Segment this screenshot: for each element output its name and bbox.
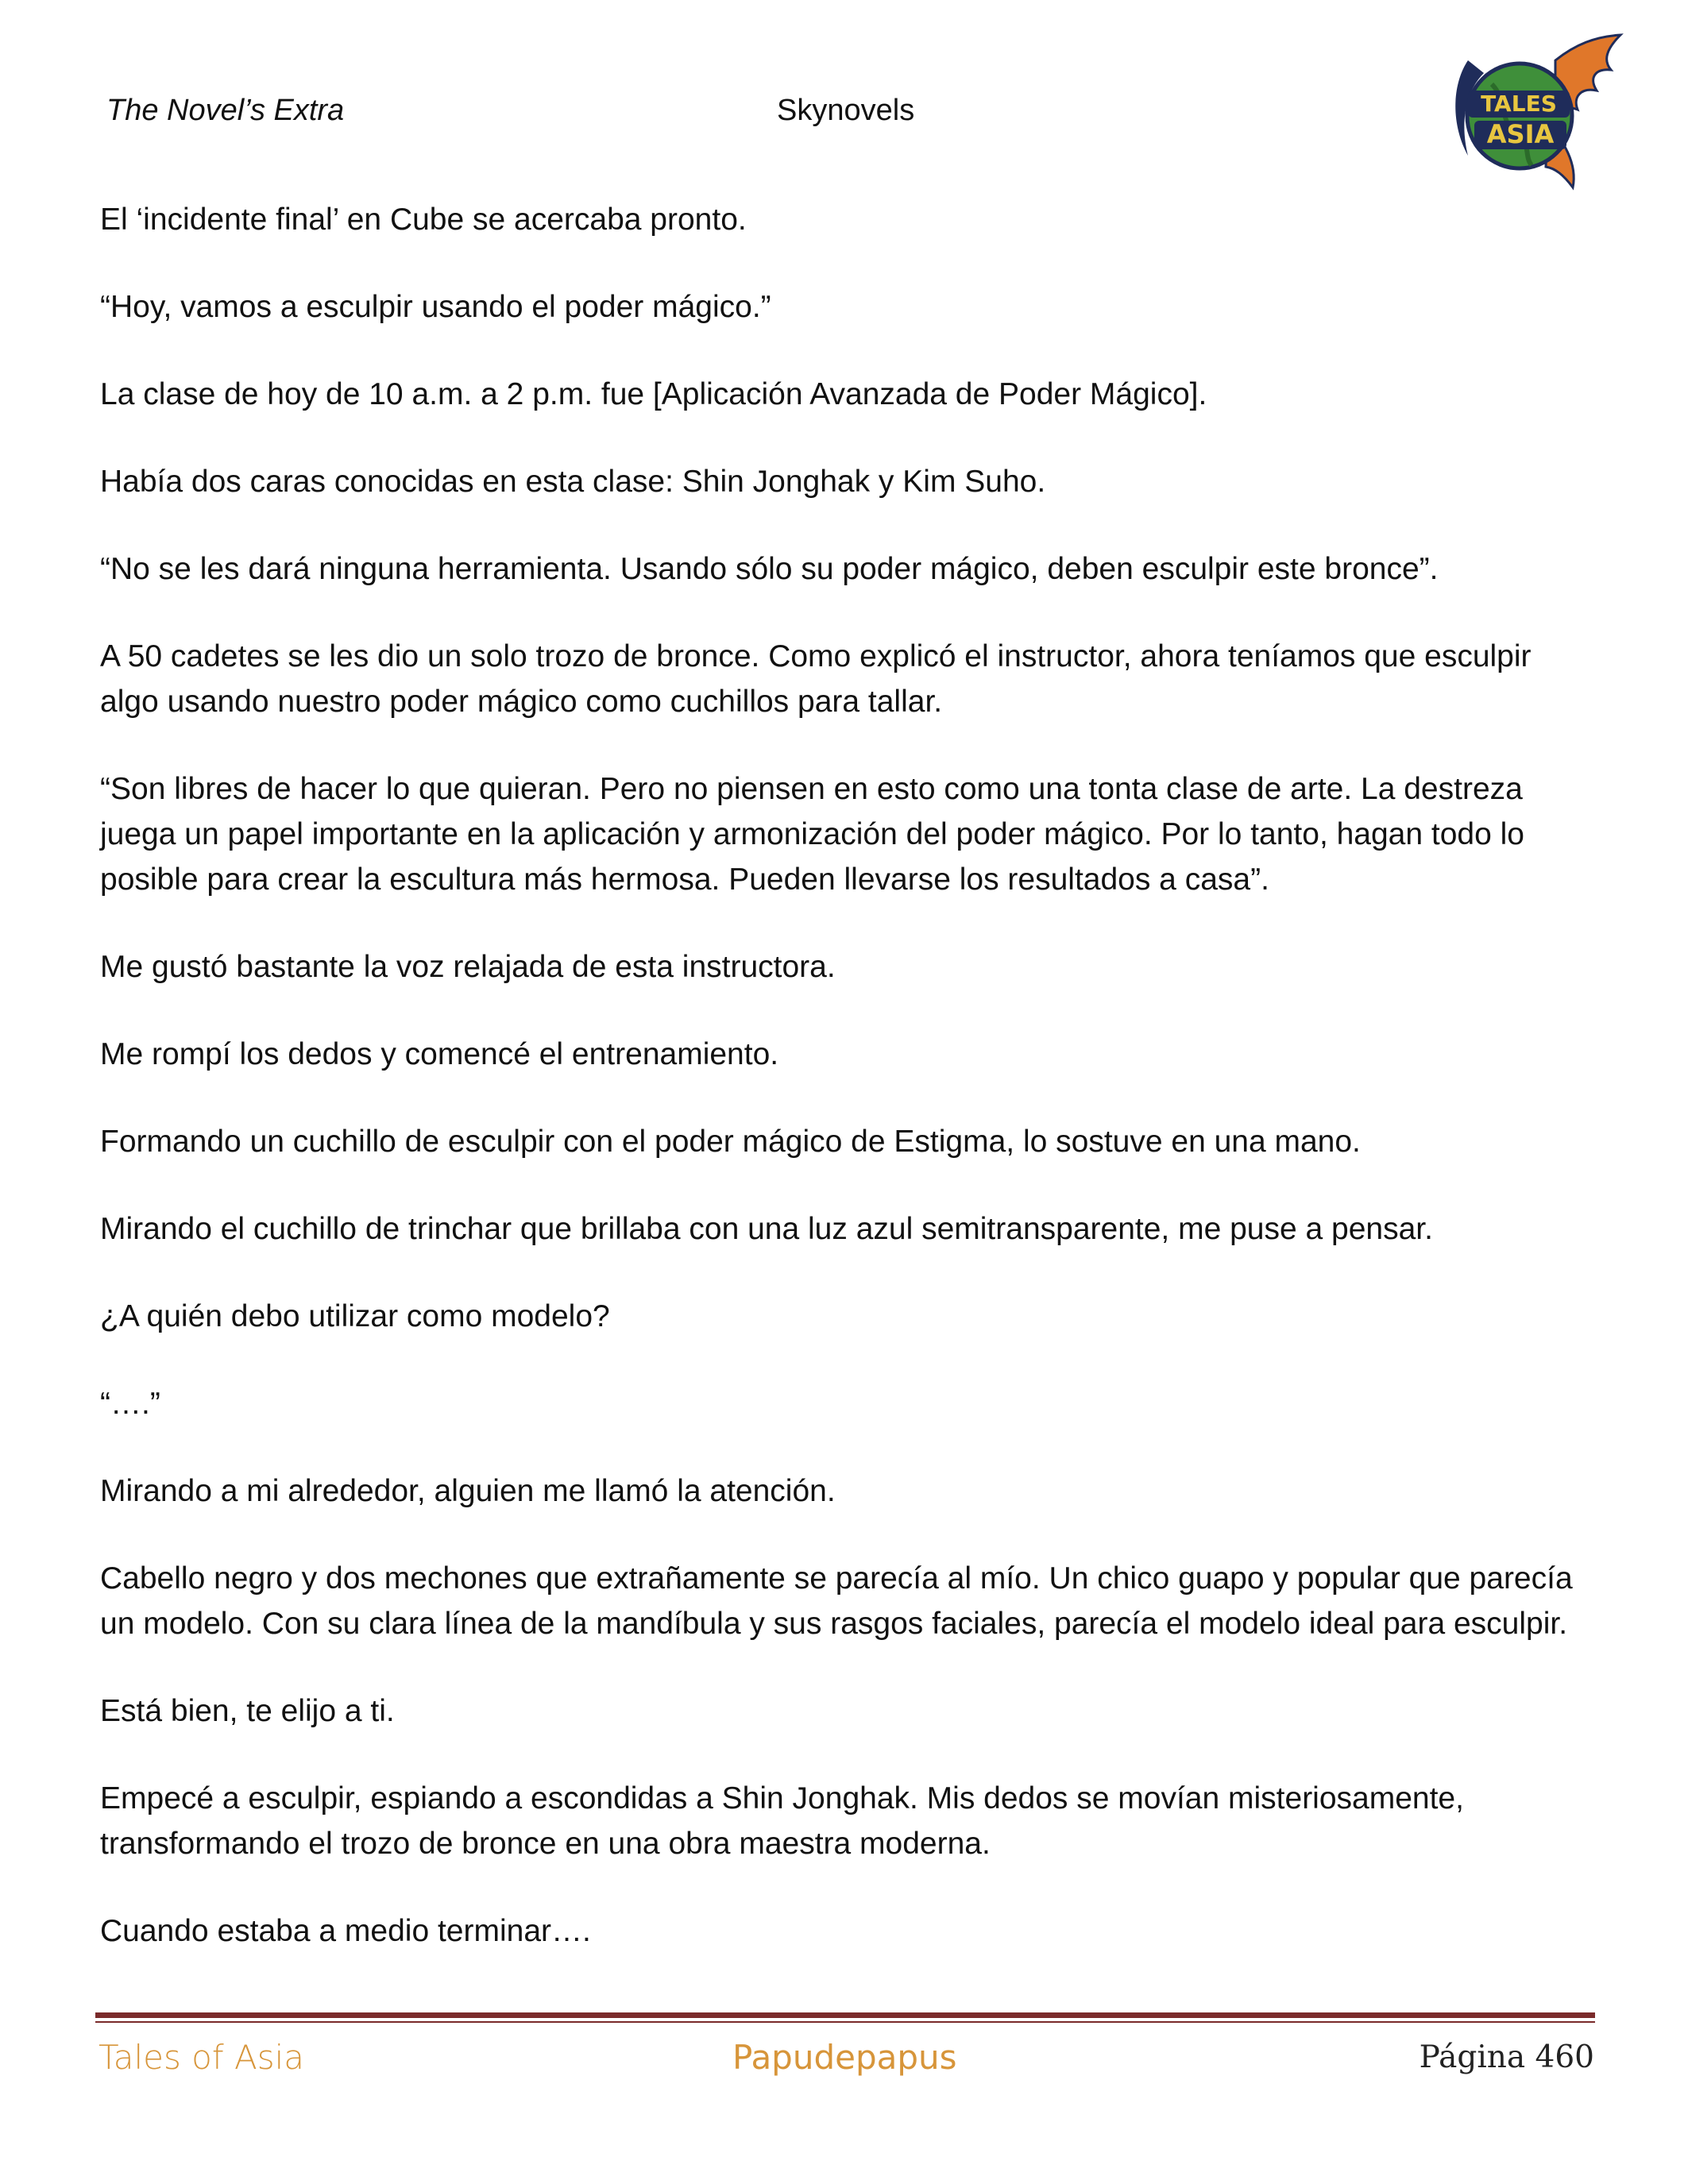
footer-divider [95, 2012, 1595, 2023]
paragraph: Cabello negro y dos mechones que extrañamente se parecía al mío. Un chico guapo y popular que parecía un modelo. Con su clara línea de la mandíbula y sus rasgos faciales, parecía el modelo ideal para esculpir. [100, 1561, 1573, 1641]
paragraph: Mirando a mi alrededor, alguien me llamó la atención. [100, 1474, 836, 1508]
paragraph: ¿A quién debo utilizar como modelo? [100, 1299, 610, 1333]
paragraph: Mirando el cuchillo de trinchar que brillaba con una luz azul semitransparente, me puse a pensar. [100, 1212, 1433, 1246]
paragraph: Empecé a esculpir, espiando a escondidas a Shin Jonghak. Mis dedos se movían misteriosamente, transformando el trozo de bronce en una obra maestra moderna. [100, 1781, 1464, 1861]
paragraph: Había dos caras conocidas en esta clase: Shin Jonghak y Kim Suho. [100, 465, 1046, 499]
chapter-body [100, 197, 1593, 1996]
header-site-name: Skynovels [777, 94, 915, 127]
footer-group-name: Tales of Asia [98, 2038, 305, 2077]
paragraph: “Hoy, vamos a esculpir usando el poder mágico.” [100, 290, 771, 324]
paragraph: Está bien, te elijo a ti. [100, 1694, 395, 1728]
logo-text-bottom: ASIA [1486, 119, 1555, 149]
paragraph: “….” [100, 1387, 160, 1421]
page-number: Página 460 [1419, 2039, 1594, 2075]
logo-text-top: TALES [1481, 91, 1557, 117]
paragraph: Formando un cuchillo de esculpir con el poder mágico de Estigma, lo sostuve en una mano. [100, 1125, 1361, 1159]
paragraph: El ‘incidente final’ en Cube se acercaba pronto. [100, 203, 747, 237]
paragraph: Me gustó bastante la voz relajada de esta instructora. [100, 950, 836, 984]
paragraph: Me rompí los dedos y comencé el entrenamiento. [100, 1037, 779, 1071]
paragraph: “No se les dará ninguna herramienta. Usando sólo su poder mágico, deben esculpir este bronce”. [100, 552, 1439, 586]
paragraph: La clase de hoy de 10 a.m. a 2 p.m. fue [Aplicación Avanzada de Poder Mágico]. [100, 377, 1207, 411]
paragraph: Cuando estaba a medio terminar…. [100, 1914, 591, 1948]
footer-translator-name: Papudepapus [732, 2038, 957, 2077]
tales-of-asia-logo [1436, 29, 1627, 203]
paragraph: A 50 cadetes se les dio un solo trozo de bronce. Como explicó el instructor, ahora teníamos que esculpir algo usando nuestro poder mágico como cuchillos para tallar. [100, 639, 1532, 719]
header-novel-title: The Novel’s Extra [106, 94, 345, 127]
paragraph: “Son libres de hacer lo que quieran. Pero no piensen en esto como una tonta clase de arte. La destreza juega un papel importante en la aplicación y armonización del poder mágico. Por lo tanto, hagan todo lo posible para crear la escultura más hermosa. Pueden llevarse los resultados a casa”. [100, 772, 1524, 897]
